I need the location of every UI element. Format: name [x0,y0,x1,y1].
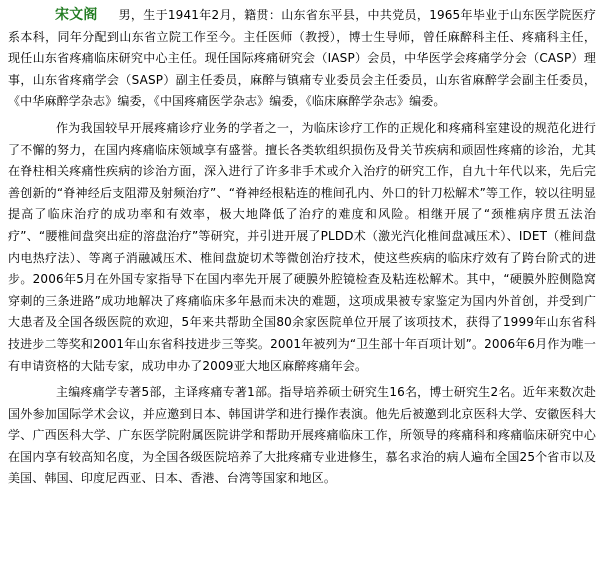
person-name: 宋文阁 [55,7,98,23]
biography-document [8,5,596,490]
career-paragraph: 作为我国较早开展疼痛诊疗业务的学者之一，为临床诊疗工作的正规化和疼痛科室建设的规范化进行了不懈的努力，在国内疼痛临床领域享有盛誉。擅长各类软组织损伤及骨关节疾病和顽固性疼痛的诊治，尤其在脊柱相关疼痛性疾病的诊治方面，深入进行了许多非手术或介入治疗的研究工作，自九十年代以来，先后完善创新的“脊神经后支阻滞及射频治疗”、“脊神经根粘连的椎间孔内、外口的针刀松解术”等工作，较以往明显提高了临床治疗的成功率和有效率，极大地降低了治疗的难度和风险。相继开展了“颈椎病序贯五法治疗”、“腰椎间盘突出症的溶盘治疗”等研究，并引进开展了PLDD术（激光汽化椎间盘减压术）、IDET（椎间盘内电热疗法）、等离子消融减压术、椎间盘旋切术等微创治疗技术，使这些疾病的临床疗效有了跨台阶式的进步。2006年5月在外国专家指导下在国内率先开展了硬膜外腔镜检查及粘连松解术。其中，“硬膜外腔侧隐窝穿刺的三条进路”成功地解决了疼痛临床多年悬而未决的难题，这项成果被专家鉴定为国内外首创，并受到广大患者及全国各级医院的欢迎，5年来共帮助全国80余家医院单位开展了该项技术，获得了1999年山东省科技进步二等奖和2001年山东省科技进步三等奖。2001年被列为“卫生部十年百项计划”。2006年6月作为唯一有申请资格的大陆专家，成功申办了2009亚大地区麻醉疼痛年会。 [8,120,596,373]
publications-paragraph: 主编疼痛学专著5部，主译疼痛专著1部。指导培养硕士研究生16名，博士研究生2名。近年来数次赴国外参加国际学术会议，并应邀到日本、韩国讲学和进行操作表演。他先后被邀到北京医科大学、安徽医科大学、广西医科大学、广东医学院附属医院讲学和帮助开展疼痛临床工作，所领导的疼痛科和疼痛临床研究中心在国内享有较高知名度，为全国各级医院培养了大批疼痛专业进修生，慕名求治的病人遍布全国25个省市以及美国、韩国、印度尼西亚、日本、香港、台湾等国家和地区。 [8,385,596,486]
intro-text: 男，生于1941年2月，籍贯：山东省东平县，中共党员，1965年毕业于山东医学院医疗系本科，同年分配到山东省立院工作至今。主任医师（教授），博士生导师，曾任麻醉科主任、疼痛科主任，现任山东省疼痛临床研究中心主任。现任国际疼痛研究会（IASP）会员，中华医学会疼痛学分会（CASP）理事，山东省疼痛学会（SASP）副主任委员，麻醉与镇痛专业委员会主任委员，山东省麻醉学会副主任委员，《中华麻醉学杂志》编委，《中国疼痛医学杂志》编委，《临床麻醉学杂志》编委。 [8,8,596,109]
intro-paragraph [8,5,596,113]
